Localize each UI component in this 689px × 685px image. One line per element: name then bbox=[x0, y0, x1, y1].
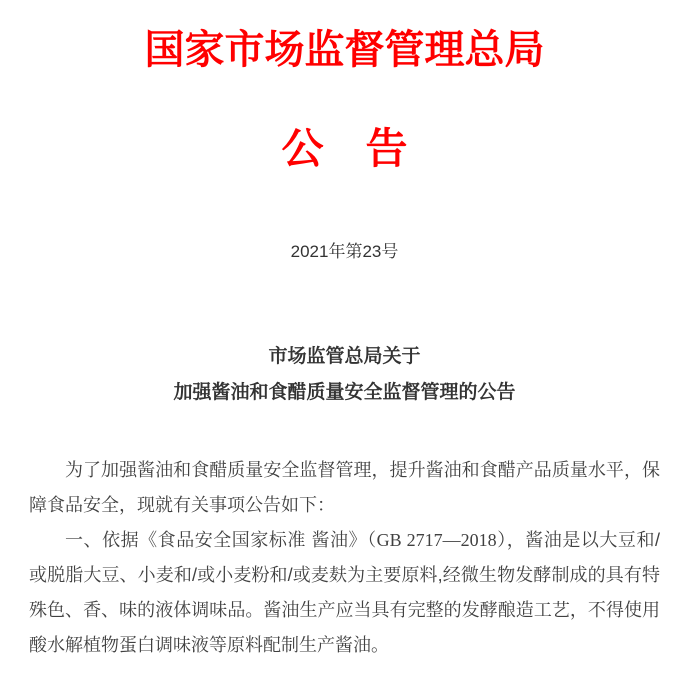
agency-title: 国家市场监督管理总局 bbox=[144, 28, 545, 72]
paragraph-text: ），酱油是以大豆和/或脱脂大豆、小麦和/或小麦粉和/或麦麸为主要原料,经微生物发酵制成的具有特殊色、香、味的液体调味品。酱油生产应当具有完整的发酵酿造工艺，不得使用酸水解植物蛋白调味液等原料配制生产酱油。 bbox=[29, 529, 660, 655]
notice-title bbox=[29, 339, 660, 411]
paragraph-text: 为了加强酱油和食醋质量安全监督管理，提升酱油和食醋产品质量水平，保障食品安全，现就有关事项公告如下： bbox=[29, 459, 660, 515]
paragraph-text: 一、依据《食品安全国家标准 酱油》（ bbox=[65, 529, 377, 550]
announcement-title: 公 告 bbox=[281, 125, 408, 172]
document-body bbox=[0, 24, 689, 663]
notice-body bbox=[29, 453, 660, 663]
body-paragraph bbox=[29, 523, 660, 663]
announcement-page bbox=[0, 24, 689, 685]
notice-title-line2: 加强酱油和食醋质量安全监督管理的公告 bbox=[173, 381, 516, 403]
body-paragraph bbox=[29, 453, 660, 523]
standard-number-text: GB 2717—2018 bbox=[376, 529, 497, 550]
doc-number: 2021年第23号 bbox=[290, 241, 399, 261]
notice-title-line1: 市场监管总局关于 bbox=[268, 345, 421, 367]
